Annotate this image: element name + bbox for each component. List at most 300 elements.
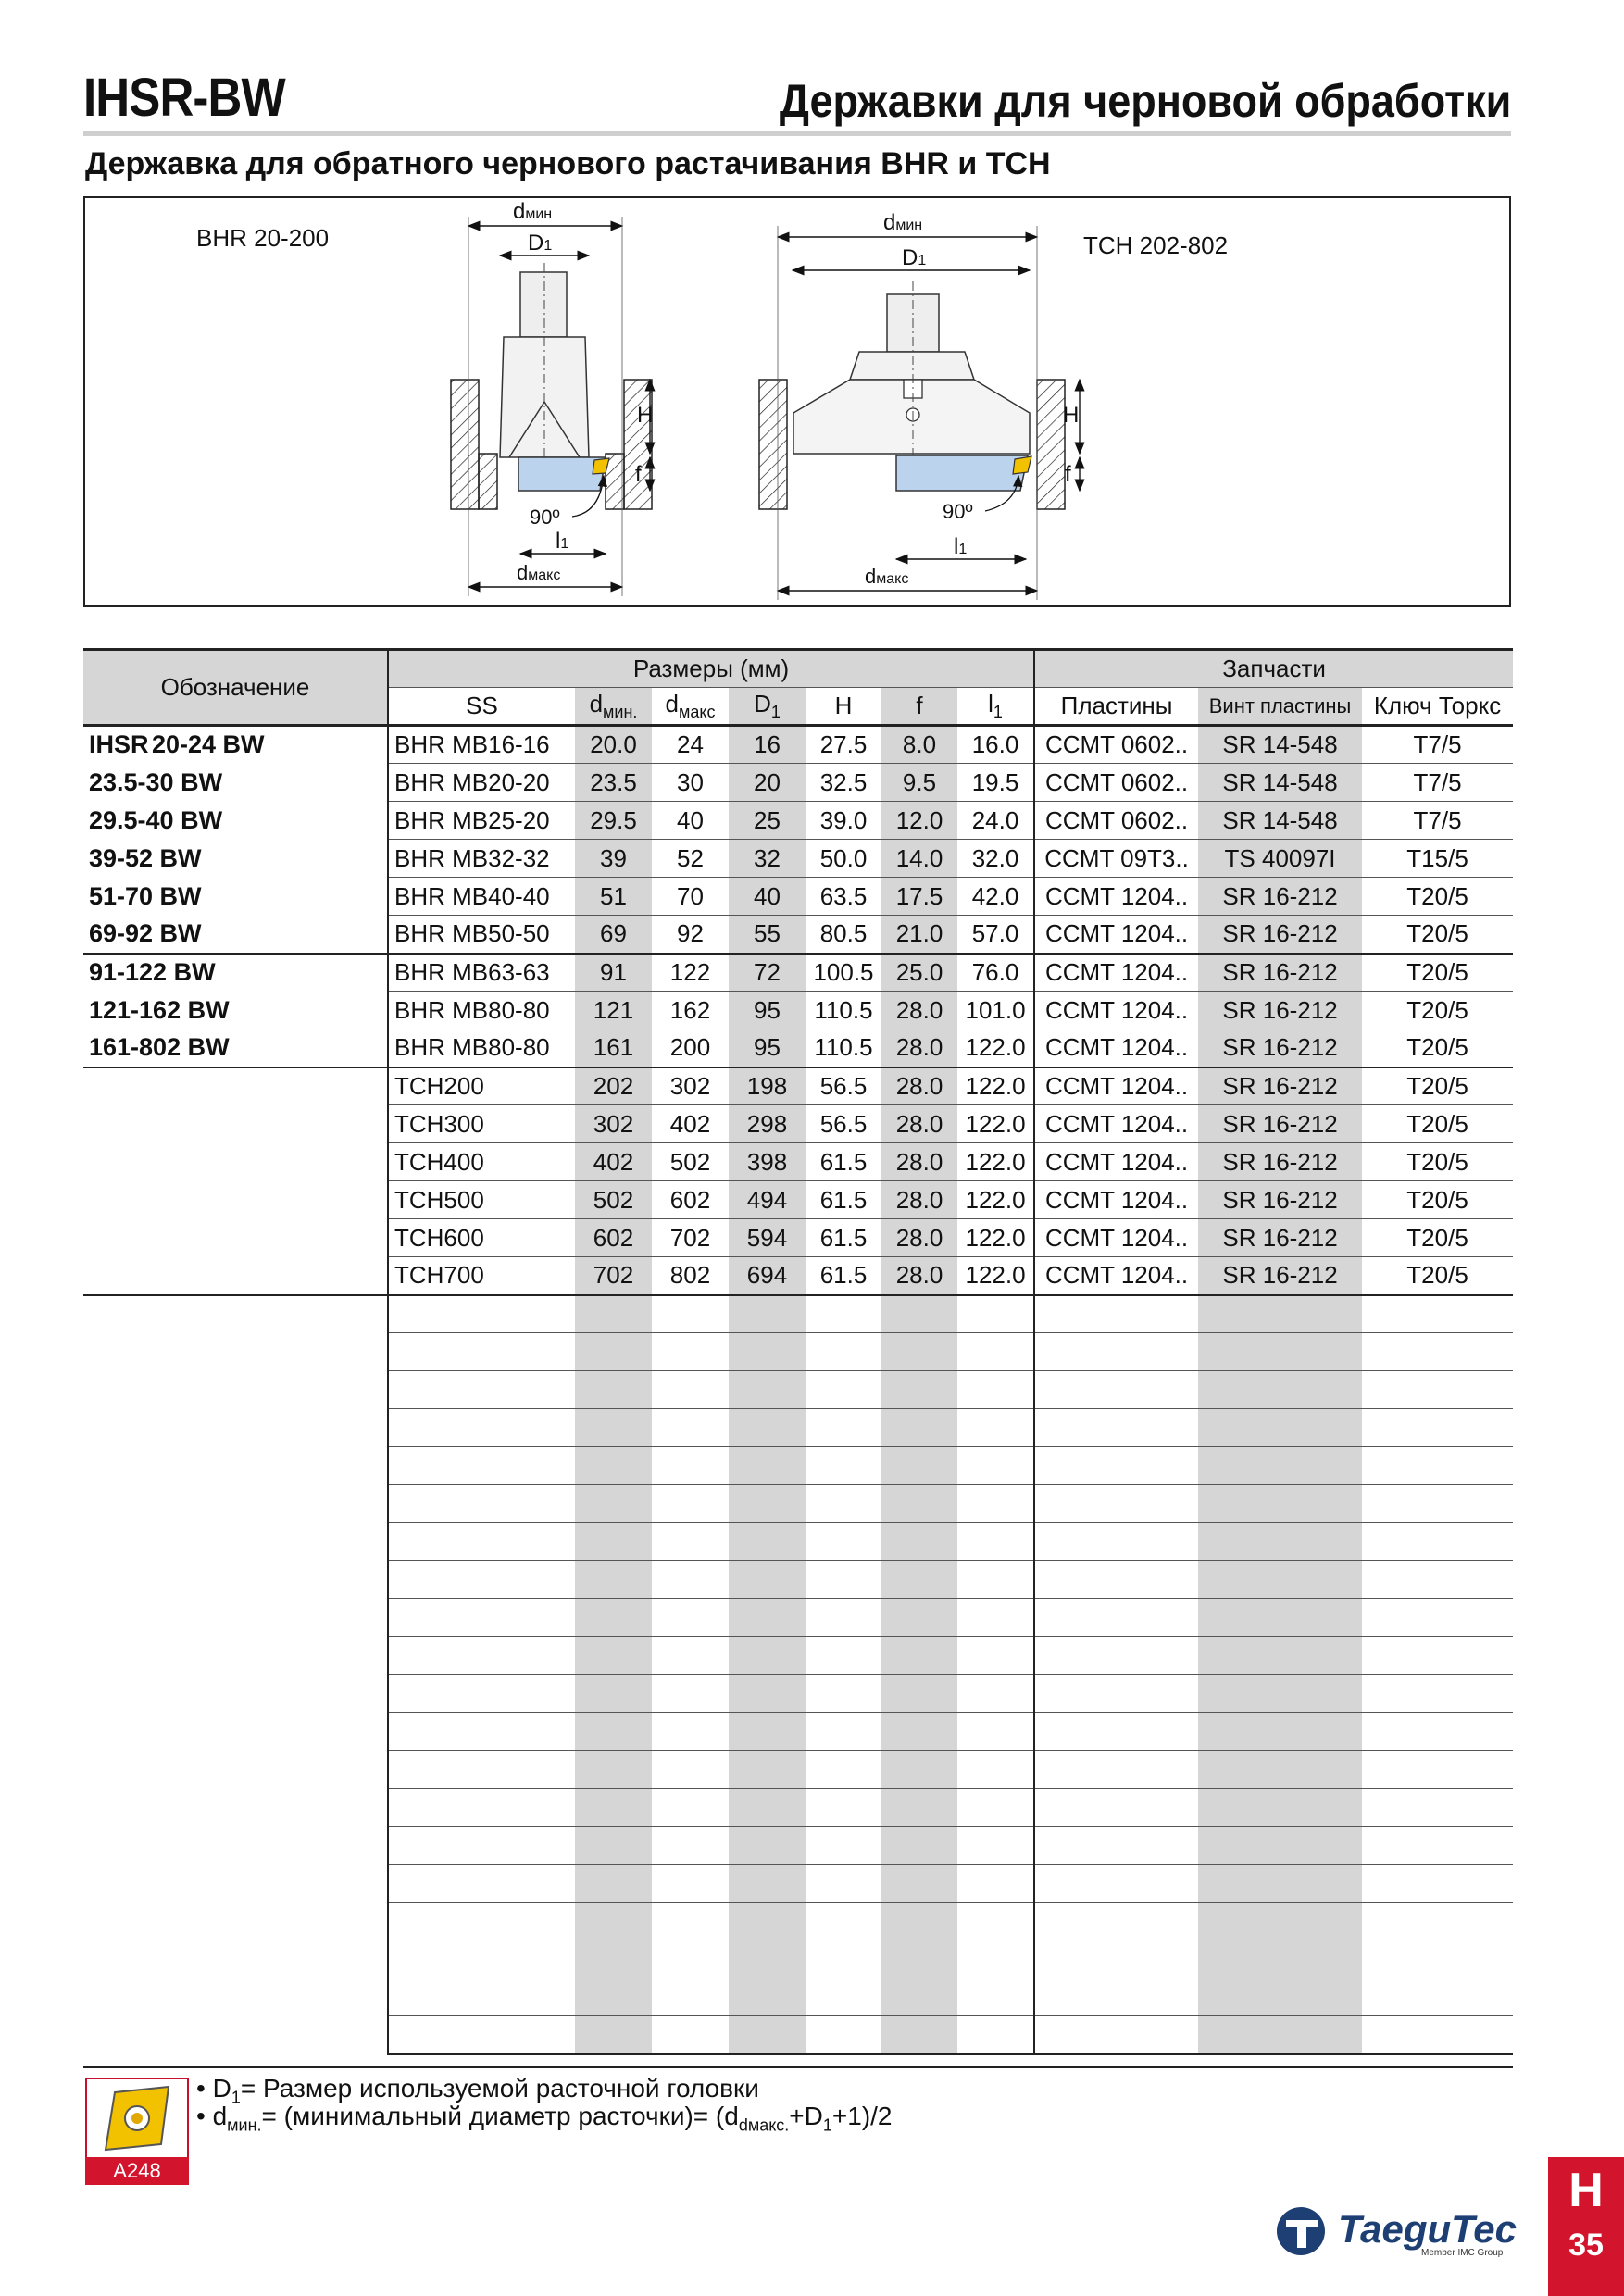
cell-h	[806, 1333, 881, 1371]
cell-insert	[1034, 1409, 1198, 1447]
cell-designation	[83, 1751, 388, 1789]
cell-key	[1362, 1295, 1513, 1333]
cell-dmax	[652, 1523, 729, 1561]
cell-l1	[957, 1333, 1034, 1371]
cell-h	[806, 1485, 881, 1523]
cell-l1	[957, 1903, 1034, 1940]
cell-h	[806, 1713, 881, 1751]
cell-f	[881, 1561, 957, 1599]
cell-dmin	[575, 1637, 652, 1675]
cell-l1: 57.0	[957, 916, 1034, 954]
cell-designation: 23.5-30 BW	[89, 767, 223, 796]
cell-ss: BHR MB25-20	[388, 802, 575, 840]
table-row	[83, 1789, 1513, 1827]
cell-d1: 95	[729, 1029, 806, 1067]
cell-l1: 76.0	[957, 954, 1034, 992]
cell-dmax: 70	[652, 878, 729, 916]
cell-designation: 51-70 BW	[89, 881, 202, 910]
cell-dmin	[575, 1561, 652, 1599]
cell-h	[806, 1599, 881, 1637]
cell-ss	[388, 2016, 575, 2054]
cell-key	[1362, 1333, 1513, 1371]
cell-d1	[729, 2016, 806, 2054]
col-d1: $D_1$	[729, 688, 806, 726]
insert-icon	[87, 2079, 187, 2161]
cell-h	[806, 1409, 881, 1447]
cell-designation	[83, 1940, 388, 1978]
cell-designation	[83, 1675, 388, 1713]
cell-insert	[1034, 1485, 1198, 1523]
cell-designation	[83, 1561, 388, 1599]
cell-dmin	[575, 1675, 652, 1713]
cell-screw: SR 14-548	[1198, 802, 1362, 840]
cell-l1: 122.0	[957, 1029, 1034, 1067]
table-row	[83, 1599, 1513, 1637]
cell-f	[881, 1599, 957, 1637]
svg-text:90º: 90º	[943, 500, 973, 523]
cell-f	[881, 1940, 957, 1978]
cell-ss	[388, 1675, 575, 1713]
cell-ss: TCH300	[388, 1105, 575, 1143]
taegutec-logo: TaeguTec Member IMC Group	[1273, 2203, 1523, 2259]
cell-designation	[83, 1637, 388, 1675]
cell-screw	[1198, 1903, 1362, 1940]
cell-d1: 40	[729, 878, 806, 916]
cell-screw	[1198, 1523, 1362, 1561]
cell-screw	[1198, 1485, 1362, 1523]
tch-insert-icon	[1013, 456, 1031, 474]
cell-l1	[957, 1789, 1034, 1827]
table-row	[83, 954, 1513, 992]
cell-screw	[1198, 1561, 1362, 1599]
cell-f: 21.0	[881, 916, 957, 954]
cell-designation	[83, 1865, 388, 1903]
cell-f	[881, 1295, 957, 1333]
cell-insert: CCMT 1204..	[1034, 1067, 1198, 1105]
cell-insert	[1034, 1940, 1198, 1978]
cell-h	[806, 1523, 881, 1561]
cell-h: 110.5	[806, 1029, 881, 1067]
cell-screw	[1198, 1599, 1362, 1637]
cell-h: 61.5	[806, 1143, 881, 1181]
cell-designation	[83, 1371, 388, 1409]
cell-dmax	[652, 1561, 729, 1599]
table-row	[83, 1865, 1513, 1903]
cell-h: 61.5	[806, 1257, 881, 1295]
cell-screw: SR 16-212	[1198, 1181, 1362, 1219]
cell-screw	[1198, 1637, 1362, 1675]
cell-l1: 122.0	[957, 1219, 1034, 1257]
cell-dmax	[652, 1371, 729, 1409]
cell-l1	[957, 1523, 1034, 1561]
cell-key: T20/5	[1362, 1143, 1513, 1181]
cell-dmax: 40	[652, 802, 729, 840]
cell-h: 27.5	[806, 726, 881, 764]
cell-f: 28.0	[881, 1257, 957, 1295]
cell-h: 56.5	[806, 1067, 881, 1105]
insert-reference-code: A248	[85, 2157, 189, 2185]
cell-d1: 694	[729, 1257, 806, 1295]
cell-dmin: 69	[575, 916, 652, 954]
cell-dmax: 702	[652, 1219, 729, 1257]
svg-text:D1: D1	[528, 231, 553, 256]
cell-h	[806, 1295, 881, 1333]
col-l1: $l_1$	[957, 688, 1034, 726]
cell-designation	[83, 1599, 388, 1637]
table-row	[83, 840, 1513, 878]
cell-f: 17.5	[881, 878, 957, 916]
cell-key: T20/5	[1362, 1219, 1513, 1257]
cell-d1: 20	[729, 764, 806, 802]
cell-d1: 55	[729, 916, 806, 954]
cell-dmin	[575, 1827, 652, 1865]
cell-designation	[83, 1067, 388, 1105]
cell-l1	[957, 1409, 1034, 1447]
cell-key	[1362, 1789, 1513, 1827]
bhr-shank	[520, 272, 567, 337]
cell-dmax	[652, 1637, 729, 1675]
cell-insert: CCMT 1204..	[1034, 878, 1198, 916]
cell-key: T20/5	[1362, 954, 1513, 992]
table-row	[83, 1371, 1513, 1409]
cell-designation	[83, 1295, 388, 1333]
table-row	[83, 992, 1513, 1029]
cell-l1: 19.5	[957, 764, 1034, 802]
cell-dmax	[652, 2016, 729, 2054]
table-row	[83, 1295, 1513, 1333]
cell-key: T15/5	[1362, 840, 1513, 878]
cell-key: T20/5	[1362, 1181, 1513, 1219]
cell-designation	[83, 1903, 388, 1940]
cell-d1: 594	[729, 1219, 806, 1257]
cell-dmax	[652, 1675, 729, 1713]
svg-text:l1: l1	[556, 529, 569, 554]
cell-dmax: 402	[652, 1105, 729, 1143]
table-row	[83, 1105, 1513, 1143]
cell-ss	[388, 1865, 575, 1903]
col-ss: SS	[388, 688, 575, 726]
cell-d1	[729, 1751, 806, 1789]
cell-key: T20/5	[1362, 1029, 1513, 1067]
cell-dmax	[652, 1295, 729, 1333]
cell-key	[1362, 1827, 1513, 1865]
cell-dmax: 52	[652, 840, 729, 878]
cell-screw: TS 40097I	[1198, 840, 1362, 878]
svg-text:D1: D1	[902, 245, 927, 270]
cell-dmin: 161	[575, 1029, 652, 1067]
cell-d1	[729, 1827, 806, 1865]
cell-l1: 122.0	[957, 1105, 1034, 1143]
cell-screw	[1198, 1789, 1362, 1827]
cell-screw: SR 16-212	[1198, 1219, 1362, 1257]
table-body	[83, 726, 1513, 2054]
cell-f: 25.0	[881, 954, 957, 992]
cell-ss	[388, 1978, 575, 2016]
table-row	[83, 1713, 1513, 1751]
cell-insert: CCMT 1204..	[1034, 1181, 1198, 1219]
table-row	[83, 1751, 1513, 1789]
cell-d1	[729, 1675, 806, 1713]
cell-screw	[1198, 1865, 1362, 1903]
cell-designation	[83, 2016, 388, 2054]
cell-d1	[729, 1485, 806, 1523]
cell-insert: CCMT 0602..	[1034, 802, 1198, 840]
cell-dmin	[575, 1751, 652, 1789]
cell-screw: SR 16-212	[1198, 992, 1362, 1029]
header-rule	[83, 131, 1511, 136]
cell-f: 8.0	[881, 726, 957, 764]
cell-key	[1362, 1940, 1513, 1978]
cell-screw: SR 14-548	[1198, 726, 1362, 764]
cell-dmin	[575, 1599, 652, 1637]
cell-dmax	[652, 1333, 729, 1371]
cell-d1	[729, 1637, 806, 1675]
table-row	[83, 726, 1513, 764]
table-row	[83, 878, 1513, 916]
cell-screw	[1198, 1295, 1362, 1333]
cell-insert: CCMT 1204..	[1034, 992, 1198, 1029]
cell-d1: 72	[729, 954, 806, 992]
cell-dmax	[652, 1865, 729, 1903]
cell-screw: SR 16-212	[1198, 1105, 1362, 1143]
cell-designation: 69-92 BW	[83, 916, 388, 954]
cell-key	[1362, 1865, 1513, 1903]
diagram-drawing	[85, 198, 1513, 609]
cell-f: 28.0	[881, 1067, 957, 1105]
cell-l1: 122.0	[957, 1181, 1034, 1219]
cell-h: 100.5	[806, 954, 881, 992]
cell-d1	[729, 1599, 806, 1637]
cell-d1	[729, 1561, 806, 1599]
cell-key	[1362, 1447, 1513, 1485]
cell-ss	[388, 1827, 575, 1865]
svg-text:H: H	[637, 403, 654, 428]
cell-insert	[1034, 1599, 1198, 1637]
cell-dmin	[575, 1978, 652, 2016]
cell-key	[1362, 1903, 1513, 1940]
cell-dmax	[652, 1599, 729, 1637]
cell-dmin	[575, 1940, 652, 1978]
cell-designation	[83, 1523, 388, 1561]
cell-insert	[1034, 1523, 1198, 1561]
cell-l1: 42.0	[957, 878, 1034, 916]
tch-wall-left	[759, 380, 787, 509]
cell-l1	[957, 2016, 1034, 2054]
cell-h	[806, 1751, 881, 1789]
cell-d1	[729, 1978, 806, 2016]
cell-dmax	[652, 1940, 729, 1978]
cell-ss	[388, 1713, 575, 1751]
col-designation: Обозначение	[83, 650, 388, 726]
cell-insert	[1034, 1371, 1198, 1409]
product-code: IHSR-BW	[83, 68, 285, 128]
cell-d1	[729, 1903, 806, 1940]
cell-f	[881, 1978, 957, 2016]
cell-dmin: 91	[575, 954, 652, 992]
cell-dmin	[575, 2016, 652, 2054]
cell-dmax: 802	[652, 1257, 729, 1295]
cell-key	[1362, 1561, 1513, 1599]
cell-dmax	[652, 1789, 729, 1827]
cell-h	[806, 1865, 881, 1903]
section-tab	[1548, 2157, 1624, 2296]
cell-h	[806, 1978, 881, 2016]
cell-f: 14.0	[881, 840, 957, 878]
cell-ss	[388, 1561, 575, 1599]
cell-ss	[388, 1333, 575, 1371]
cell-d1	[729, 1789, 806, 1827]
cell-dmin	[575, 1903, 652, 1940]
cell-dmax	[652, 1751, 729, 1789]
cell-d1	[729, 1447, 806, 1485]
cell-insert: CCMT 0602..	[1034, 726, 1198, 764]
cell-screw: SR 16-212	[1198, 1143, 1362, 1181]
cell-dmin: 702	[575, 1257, 652, 1295]
cell-dmin	[575, 1333, 652, 1371]
cell-designation: 91-122 BW	[89, 958, 216, 986]
cell-dmax: 30	[652, 764, 729, 802]
cell-dmin	[575, 1789, 652, 1827]
cell-dmin: 302	[575, 1105, 652, 1143]
cell-key: T20/5	[1362, 916, 1513, 954]
table-row	[83, 802, 1513, 840]
cell-h: 110.5	[806, 992, 881, 1029]
cell-key	[1362, 1599, 1513, 1637]
cell-dmax	[652, 1827, 729, 1865]
cell-l1	[957, 1978, 1034, 2016]
cell-ss: BHR MB50-50	[388, 916, 575, 954]
table-row	[83, 1333, 1513, 1371]
cell-l1	[957, 1485, 1034, 1523]
cell-designation	[83, 1409, 388, 1447]
table-row	[83, 1978, 1513, 2016]
cell-screw	[1198, 1447, 1362, 1485]
cell-key: T20/5	[1362, 878, 1513, 916]
cell-d1: 32	[729, 840, 806, 878]
cell-f: 9.5	[881, 764, 957, 802]
page-number: 35	[1568, 2227, 1604, 2263]
cell-dmax: 200	[652, 1029, 729, 1067]
cell-insert	[1034, 1637, 1198, 1675]
cell-d1: 494	[729, 1181, 806, 1219]
cell-ss: TCH600	[388, 1219, 575, 1257]
table-row	[83, 764, 1513, 802]
cell-key	[1362, 1485, 1513, 1523]
cell-key: T7/5	[1362, 802, 1513, 840]
cell-insert: CCMT 1204..	[1034, 1029, 1198, 1067]
cell-f: 28.0	[881, 1029, 957, 1067]
cell-f	[881, 1409, 957, 1447]
cell-screw	[1198, 1371, 1362, 1409]
cell-dmax	[652, 1903, 729, 1940]
cell-designation	[83, 1143, 388, 1181]
cell-l1: 24.0	[957, 802, 1034, 840]
cell-insert: CCMT 1204..	[1034, 1105, 1198, 1143]
cell-insert	[1034, 1903, 1198, 1940]
cell-dmin: 20.0	[575, 726, 652, 764]
cell-screw	[1198, 1827, 1362, 1865]
cell-dmin	[575, 1447, 652, 1485]
cell-insert	[1034, 1561, 1198, 1599]
cell-f	[881, 1485, 957, 1523]
section-letter: H	[1568, 2164, 1604, 2217]
cell-designation: IHSR 20-24 BW	[89, 730, 265, 759]
cell-designation	[83, 1713, 388, 1751]
cell-ss	[388, 1903, 575, 1940]
cell-insert	[1034, 1333, 1198, 1371]
svg-text:f: f	[1065, 462, 1071, 487]
cell-l1	[957, 1713, 1034, 1751]
cell-insert: CCMT 09T3..	[1034, 840, 1198, 878]
group-dimensions: Размеры (мм)	[388, 650, 1034, 688]
cell-key: T20/5	[1362, 1067, 1513, 1105]
col-key: Ключ Торкс	[1362, 688, 1513, 726]
cell-dmin: 51	[575, 878, 652, 916]
cell-d1	[729, 1713, 806, 1751]
cell-ss: BHR MB20-20	[388, 764, 575, 802]
cell-designation	[83, 1219, 388, 1257]
cell-ss	[388, 1409, 575, 1447]
cell-designation	[83, 1789, 388, 1827]
cell-l1: 32.0	[957, 840, 1034, 878]
cell-dmax: 92	[652, 916, 729, 954]
cell-designation	[83, 1257, 388, 1295]
tch-drawing	[759, 210, 1228, 600]
cell-insert	[1034, 1675, 1198, 1713]
col-h: H	[806, 688, 881, 726]
tch-head	[896, 455, 1028, 491]
cell-dmin: 39	[575, 840, 652, 878]
cell-dmax: 122	[652, 954, 729, 992]
cell-h	[806, 1447, 881, 1485]
table-row	[83, 1485, 1513, 1523]
col-dmin: $d_{мин.}$	[575, 688, 652, 726]
cell-insert	[1034, 1827, 1198, 1865]
cell-f: 28.0	[881, 1181, 957, 1219]
cell-h	[806, 1637, 881, 1675]
cell-dmax	[652, 1713, 729, 1751]
svg-text:dмакс: dмакс	[517, 561, 561, 584]
cell-key	[1362, 1751, 1513, 1789]
cell-insert	[1034, 1447, 1198, 1485]
cell-ss: TCH200	[388, 1067, 575, 1105]
table-row	[83, 2016, 1513, 2054]
cell-key	[1362, 1523, 1513, 1561]
cell-ss: TCH400	[388, 1143, 575, 1181]
table-row	[83, 1637, 1513, 1675]
svg-text:f: f	[635, 462, 642, 487]
cell-f	[881, 1447, 957, 1485]
cell-dmax	[652, 1409, 729, 1447]
cell-ss	[388, 1751, 575, 1789]
cell-ss	[388, 1447, 575, 1485]
cell-screw	[1198, 1333, 1362, 1371]
cell-ss: BHR MB32-32	[388, 840, 575, 878]
cell-l1	[957, 1447, 1034, 1485]
page-title: Державки для черновой обработки	[779, 75, 1511, 127]
cell-ss: BHR MB40-40	[388, 878, 575, 916]
cell-h	[806, 1675, 881, 1713]
cell-ss: TCH500	[388, 1181, 575, 1219]
cell-d1: 25	[729, 802, 806, 840]
cell-screw: SR 16-212	[1198, 878, 1362, 916]
cell-l1	[957, 1675, 1034, 1713]
cell-dmin: 202	[575, 1067, 652, 1105]
cell-d1: 298	[729, 1105, 806, 1143]
cell-f	[881, 1903, 957, 1940]
col-screw: Винт пластины	[1198, 688, 1362, 726]
cell-dmax	[652, 1485, 729, 1523]
